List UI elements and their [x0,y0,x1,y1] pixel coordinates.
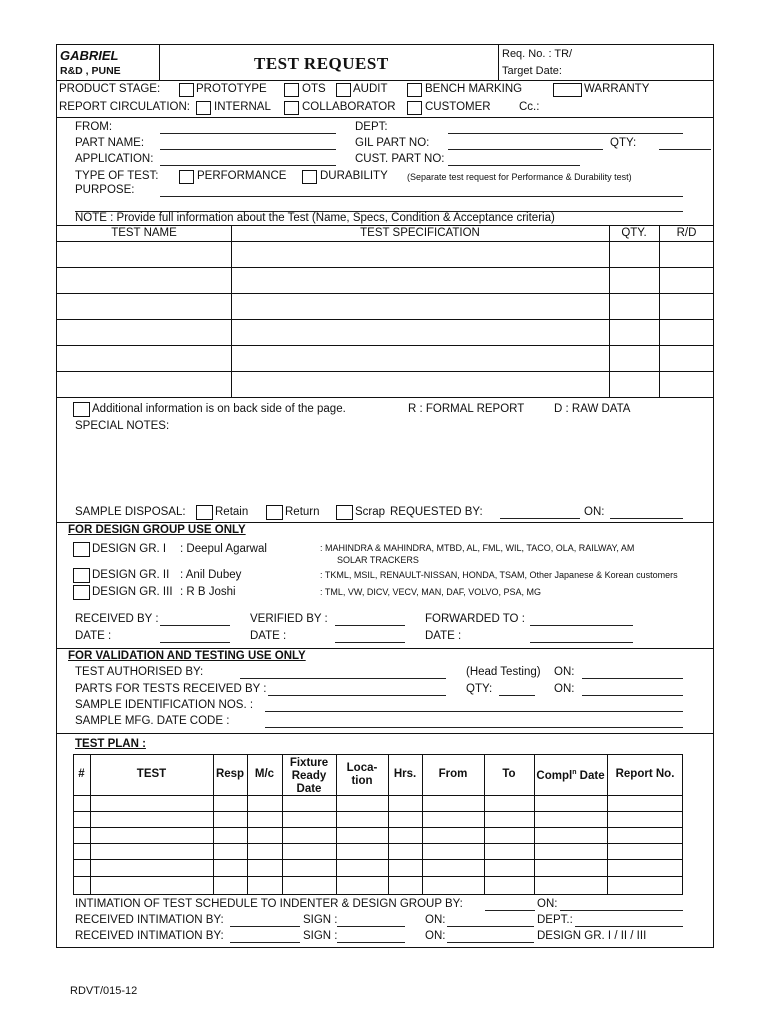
table-top-rule [57,225,714,226]
sample-mfg-field[interactable] [265,727,683,728]
from-field[interactable] [160,133,336,134]
purpose-label: PURPOSE: [75,184,135,196]
tp-col-fixture: Fixture Ready Date [289,757,329,795]
design-gr-2-label: DESIGN GR. II [92,569,170,581]
test-plan-row-rule [73,795,683,796]
tp-col-to: To [502,768,516,780]
verified-date-field[interactable] [335,642,405,643]
received-dept-label: DEPT.: [537,914,573,926]
received-intimation-label: RECEIVED INTIMATION BY: [75,914,224,926]
return-label: Return [285,506,320,518]
verified-by-field[interactable] [335,625,405,626]
table-header-rule [57,241,714,242]
product-stage-label: PRODUCT STAGE: [59,83,161,95]
retain-checkbox[interactable] [196,505,213,520]
design-gr-1-customers-cont: SOLAR TRACKERS [337,555,419,565]
audit-checkbox[interactable] [336,83,351,97]
customer-checkbox[interactable] [407,101,422,115]
sample-disposal-label: SAMPLE DISPOSAL: [75,506,186,518]
cust-part-no-field[interactable] [448,165,580,166]
received-sign-label-2: SIGN : [303,930,338,942]
separate-test-note: (Separate test request for Performance & Durability test) [407,172,632,182]
cc-label: Cc.: [519,101,540,113]
parts-on-field[interactable] [582,695,683,696]
received-sign-field[interactable] [337,926,405,927]
forwarded-to-field[interactable] [530,625,633,626]
col-header-qty: QTY. [621,227,647,239]
table-row-rule [57,371,714,372]
raw-data-legend: D : RAW DATA [554,403,631,415]
requested-by-field[interactable] [500,518,580,519]
header-divider [159,45,160,80]
internal-label: INTERNAL [214,101,271,113]
prototype-label: PROTOTYPE [196,83,267,95]
test-plan-row-rule [73,859,683,860]
design-gr-select-label: DESIGN GR. I / II / III [537,930,647,942]
design-gr-2-person: : Anil Dubey [180,569,242,581]
received-on-field[interactable] [447,926,534,927]
authorised-on-label: ON: [554,666,575,678]
form-code: RDVT/015-12 [70,985,138,997]
sample-id-label: SAMPLE IDENTIFICATION NOS. : [75,699,254,711]
received-by-field[interactable] [160,625,230,626]
audit-label: AUDIT [353,83,388,95]
design-gr-2-customers: : TKML, MSIL, RENAULT-NISSAN, HONDA, TSAM, Other Japanese & Korean customers [320,570,678,580]
bench-marking-label: BENCH MARKING [425,83,523,95]
test-plan-row-rule [73,811,683,812]
design-gr-1-person: : Deepul Agarwal [180,543,267,555]
authorised-on-field[interactable] [582,678,683,679]
part-name-field[interactable] [160,149,336,150]
dept-field[interactable] [448,133,683,134]
design-gr-1-label: DESIGN GR. I [92,543,167,555]
section-rule [57,117,714,118]
special-notes-label: SPECIAL NOTES: [75,420,170,432]
design-gr-1-customers: : MAHINDRA & MAHINDRA, MTBD, AL, FML, WIL, TACO, OLA, RAILWAY, AM [320,543,635,553]
cust-part-no-label: CUST. PART NO: [355,153,445,165]
additional-info-label: Additional information is on back side of the page. [92,403,346,415]
page-title: TEST REQUEST [254,54,389,73]
tp-col-number: # [78,768,85,780]
company-name: GABRIEL [60,48,119,63]
design-gr-3-person: : R B Joshi [180,586,236,598]
verified-date-label: DATE : [250,630,287,642]
performance-label: PERFORMANCE [197,170,287,182]
sample-mfg-label: SAMPLE MFG. DATE CODE : [75,715,230,727]
bench-marking-checkbox[interactable] [407,83,422,97]
forwarded-date-label: DATE : [425,630,462,642]
table-row-rule [57,345,714,346]
tp-col-from: From [438,768,468,780]
forwarded-to-label: FORWARDED TO : [425,613,525,625]
qty-field[interactable] [659,149,711,150]
design-group-heading: FOR DESIGN GROUP USE ONLY [68,524,246,536]
gil-part-no-label: GIL PART NO: [355,137,430,149]
received-sign-field-2[interactable] [337,942,405,943]
test-info-note: NOTE : Provide full information about the Test (Name, Specs, Condition & Acceptance criteria) [75,212,555,224]
report-circulation-label: REPORT CIRCULATION: [59,101,190,113]
warranty-label: WARRANTY [584,83,650,95]
req-no-label: Req. No. : TR/ [502,48,573,60]
tp-col-test: TEST [136,768,167,780]
tp-col-resp: Resp [215,768,245,780]
customer-label: CUSTOMER [425,101,491,113]
tp-col-hrs: Hrs. [393,768,417,780]
table-row-rule [57,293,714,294]
return-checkbox[interactable] [266,505,283,520]
application-label: APPLICATION: [75,153,154,165]
section-rule [57,522,714,523]
requested-by-label: REQUESTED BY: [390,506,483,518]
prototype-checkbox[interactable] [179,83,194,97]
section-rule [57,733,714,734]
scrap-label: Scrap [355,506,386,518]
dept-label: DEPT: [355,121,388,133]
received-intimation-field-2[interactable] [230,942,300,943]
validation-heading: FOR VALIDATION AND TESTING USE ONLY [68,650,306,662]
header-divider [498,45,499,80]
parts-received-label: PARTS FOR TESTS RECEIVED BY : [75,683,267,695]
sample-id-field[interactable] [265,711,683,712]
received-sign-label: SIGN : [303,914,338,926]
tp-col-report-no: Report No. [615,768,675,780]
received-dept-field[interactable] [575,926,683,927]
tp-col-location: Loca- tion [346,762,378,787]
scrap-checkbox[interactable] [336,505,353,520]
parts-on-label: ON: [554,683,575,695]
from-label: FROM: [75,121,113,133]
intimation-schedule-field[interactable] [485,910,535,911]
ots-checkbox[interactable] [284,83,299,97]
additional-info-checkbox[interactable] [73,402,90,417]
internal-checkbox[interactable] [196,101,211,115]
received-intimation-label-2: RECEIVED INTIMATION BY: [75,930,224,942]
received-on-label: ON: [425,914,446,926]
gil-part-no-field[interactable] [448,149,603,150]
table-row-rule [57,319,714,320]
test-plan-row-rule [73,876,683,877]
col-header-test-spec: TEST SPECIFICATION [360,227,480,239]
design-gr-3-label: DESIGN GR. III [92,586,173,598]
intimation-schedule-label: INTIMATION OF TEST SCHEDULE TO INDENTER & DESIGN GROUP BY: [75,898,463,910]
test-plan-row-rule [73,843,683,844]
head-testing-label: (Head Testing) [466,666,541,678]
design-gr-1-checkbox[interactable] [73,542,90,557]
retain-label: Retain [215,506,249,518]
durability-label: DURABILITY [320,170,388,182]
received-intimation-field[interactable] [230,926,300,927]
table-bottom-rule [57,397,714,398]
test-authorised-field[interactable] [240,678,446,679]
design-gr-2-checkbox[interactable] [73,568,90,583]
verified-by-label: VERIFIED BY : [250,613,328,625]
requested-on-label: ON: [584,506,605,518]
test-plan-heading: TEST PLAN : [75,738,146,750]
warranty-checkbox[interactable] [553,83,582,97]
type-of-test-label: TYPE OF TEST: [75,170,159,182]
forwarded-date-field[interactable] [530,642,633,643]
formal-report-legend: R : FORMAL REPORT [408,403,525,415]
ots-label: OTS [302,83,326,95]
table-row-rule [57,267,714,268]
collaborator-checkbox[interactable] [284,101,299,115]
company-location: R&D , PUNE [60,65,121,77]
part-name-label: PART NAME: [75,137,145,149]
application-field[interactable] [160,165,336,166]
parts-qty-label: QTY: [466,683,493,695]
qty-label: QTY: [610,137,637,149]
purpose-field[interactable] [160,196,683,197]
header-bottom-rule [57,80,714,81]
durability-checkbox[interactable] [302,170,317,184]
received-date-field[interactable] [160,642,230,643]
design-gr-3-checkbox[interactable] [73,585,90,600]
test-authorised-label: TEST AUTHORISED BY: [75,666,204,678]
collaborator-label: COLLABORATOR [302,101,396,113]
tp-col-mc: M/c [254,768,275,780]
parts-qty-field[interactable] [499,695,535,696]
tp-col-compl-date: Compl$^n$ Date [536,769,605,782]
performance-checkbox[interactable] [179,170,194,184]
col-header-rd: R/D [676,227,697,239]
requested-on-field[interactable] [610,518,683,519]
received-on-label-2: ON: [425,930,446,942]
intimation-on-field[interactable] [560,910,683,911]
design-gr-3-customers: : TML, VW, DICV, VECV, MAN, DAF, VOLVO, PSA, MG [320,587,542,597]
received-date-label: DATE : [75,630,112,642]
parts-received-field[interactable] [268,695,446,696]
test-plan-row-rule [73,827,683,828]
intimation-on-label: ON: [537,898,558,910]
received-on-field-2[interactable] [447,942,534,943]
col-header-test-name: TEST NAME [111,227,177,239]
section-rule [57,648,714,649]
target-date-label: Target Date: [502,65,562,77]
received-by-label: RECEIVED BY : [75,613,159,625]
